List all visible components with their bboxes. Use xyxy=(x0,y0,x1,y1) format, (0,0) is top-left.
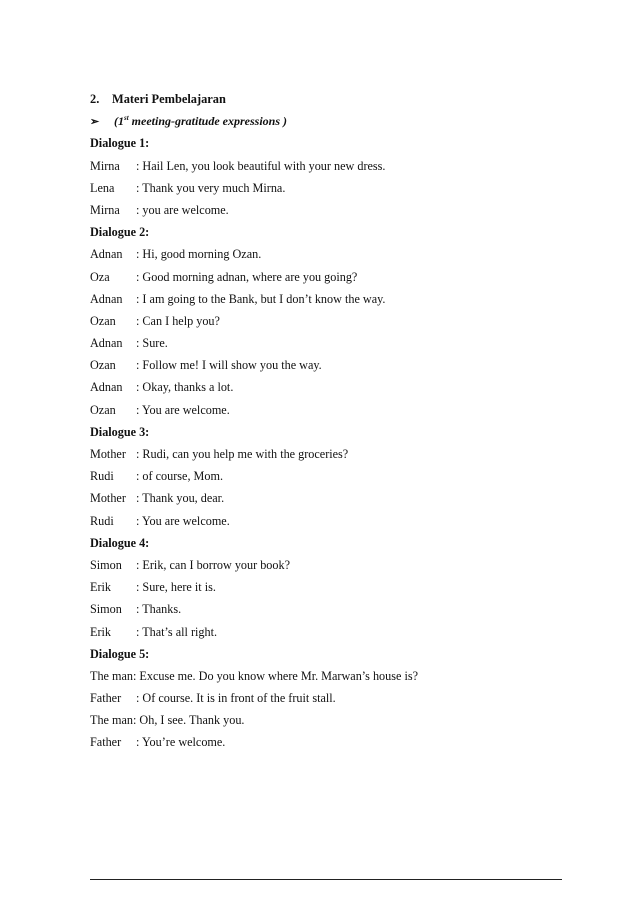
dialogue-line xyxy=(90,621,570,643)
section-number: 2. xyxy=(90,92,100,106)
arrow-bullet-icon: ➢ xyxy=(90,116,100,129)
dialogue-line xyxy=(90,709,570,731)
dialogue-line xyxy=(90,332,570,354)
speaker: Mother xyxy=(90,491,126,506)
speaker: Father xyxy=(90,691,122,706)
speaker: The man xyxy=(90,668,133,683)
dialogue-title: Dialogue 4: xyxy=(90,535,150,550)
subtitle-superscript: st xyxy=(124,114,129,123)
utterance: : of course, Mom. xyxy=(136,469,223,484)
dialogue-title: Dialogue 1: xyxy=(90,136,150,151)
dialogue-line xyxy=(90,177,570,199)
dialogue-title: Dialogue 2: xyxy=(90,225,150,240)
dialogue-title: Dialogue 5: xyxy=(90,646,150,661)
utterance: : Thanks. xyxy=(136,602,182,617)
dialogue-line xyxy=(90,443,570,465)
speaker: Erik xyxy=(90,624,111,639)
dialogue-line xyxy=(90,487,570,509)
speaker: Adnan xyxy=(90,247,123,262)
subtitle-pre: (1 xyxy=(114,114,124,129)
utterance: : Thank you very much Mirna. xyxy=(136,180,286,195)
utterance: : Sure. xyxy=(136,336,168,351)
dialogue-line xyxy=(90,510,570,532)
utterance: : Okay, thanks a lot. xyxy=(136,380,234,395)
dialogue-line xyxy=(90,687,570,709)
dialogue-line xyxy=(90,310,570,332)
utterance: : Oh, I see. Thank you. xyxy=(132,713,245,728)
speaker: Rudi xyxy=(90,513,114,528)
speaker: Oza xyxy=(90,269,110,284)
utterance: : Good morning adnan, where are you going? xyxy=(136,269,358,284)
dialogue-line xyxy=(90,554,570,576)
dialogue-line xyxy=(90,598,570,620)
subtitle-post: meeting-gratitude expressions ) xyxy=(128,114,288,129)
utterance: : That’s all right. xyxy=(136,624,218,639)
speaker: The man xyxy=(90,713,133,728)
speaker: Ozan xyxy=(90,402,116,417)
utterance: : Erik, can I borrow your book? xyxy=(136,557,290,572)
dialogue-line xyxy=(90,266,570,288)
dialogue-line xyxy=(90,376,570,398)
speaker: Mirna xyxy=(90,158,120,173)
speaker: Ozan xyxy=(90,313,116,328)
dialogue-line xyxy=(90,288,570,310)
speaker: Adnan xyxy=(90,291,123,306)
utterance: : Follow me! I will show you the way. xyxy=(136,358,322,373)
dialogue-line xyxy=(90,731,570,753)
utterance: : Hail Len, you look beautiful with your new dress. xyxy=(136,158,386,173)
dialogue-line xyxy=(90,243,570,265)
document-content xyxy=(90,88,570,754)
utterance: : You are welcome. xyxy=(136,402,230,417)
dialogue-line xyxy=(90,354,570,376)
speaker: Ozan xyxy=(90,358,116,373)
meeting-subheading xyxy=(90,110,570,132)
dialogue-line xyxy=(90,199,570,221)
section-heading xyxy=(90,88,570,110)
utterance: : Rudi, can you help me with the groceries? xyxy=(136,447,349,461)
footer-rule xyxy=(90,879,562,880)
utterance: : Hi, good morning Ozan. xyxy=(136,247,262,262)
utterance: : I am going to the Bank, but I don’t know the way. xyxy=(136,291,386,306)
speaker: Mother xyxy=(90,447,126,461)
section-title: Materi Pembelajaran xyxy=(112,92,226,106)
utterance: : Thank you, dear. xyxy=(136,491,225,506)
utterance: : you are welcome. xyxy=(136,202,229,217)
speaker: Adnan xyxy=(90,380,123,395)
dialogue-line xyxy=(90,155,570,177)
speaker: Father xyxy=(90,735,122,750)
speaker: Mirna xyxy=(90,202,120,217)
dialogue-line xyxy=(90,465,570,487)
utterance: : Of course. It is in front of the fruit stall. xyxy=(136,691,336,706)
speaker: Rudi xyxy=(90,469,114,484)
dialogue-line xyxy=(90,399,570,421)
speaker: Adnan xyxy=(90,336,123,351)
utterance: : Excuse me. Do you know where Mr. Marwan’s house is? xyxy=(132,668,418,683)
speaker: Simon xyxy=(90,602,122,617)
speaker: Erik xyxy=(90,580,111,595)
utterance: : Sure, here it is. xyxy=(136,580,216,595)
utterance: : You’re welcome. xyxy=(136,735,226,750)
speaker: Simon xyxy=(90,557,122,572)
utterance: : You are welcome. xyxy=(136,513,230,528)
dialogue-title: Dialogue 3: xyxy=(90,424,150,439)
speaker: Lena xyxy=(90,180,115,195)
dialogue-line xyxy=(90,665,570,687)
utterance: : Can I help you? xyxy=(136,313,220,328)
dialogue-line xyxy=(90,576,570,598)
